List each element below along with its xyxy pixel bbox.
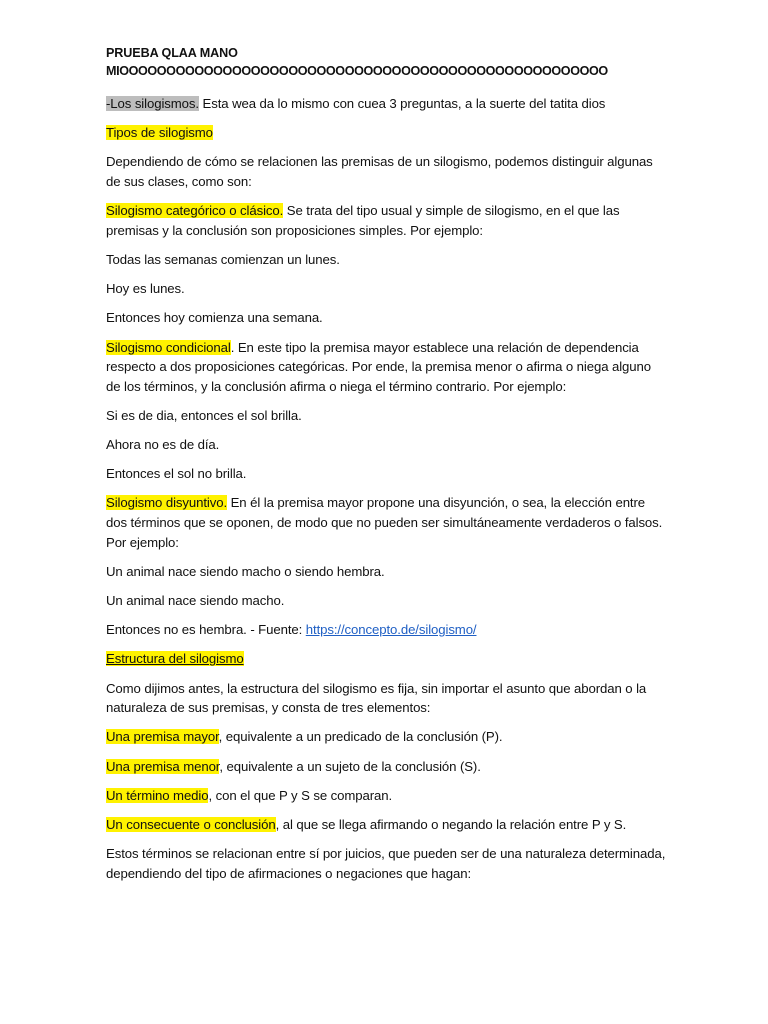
tipos-heading-paragraph <box>106 123 666 143</box>
cierre-paragraph: Estos términos se relacionan entre sí por juicios, que pueden ser de una naturaleza determinada, dependiendo del tipo de afirmaciones o negaciones que hagan: <box>106 846 666 881</box>
disyuntivo-example-3-text: Entonces no es hembra. - Fuente: <box>106 622 306 638</box>
tipos-heading: Tipos de silogismo <box>106 125 213 141</box>
estructura-intro: Como dijimos antes, la estructura del silogismo es fija, sin importar el asunto que abordan o la naturaleza de sus premisas, y consta de tres elementos: <box>106 680 647 716</box>
elemento-item <box>106 815 666 835</box>
condicional-paragraph <box>106 338 666 397</box>
disyuntivo-label: Silogismo disyuntivo. <box>106 495 228 511</box>
categorico-text: Se trata del tipo usual y simple de silogismo, en el que las premisas y la conclusión son proposiciones simples. Por ejemplo: <box>106 203 620 238</box>
document-header <box>106 44 666 80</box>
estructura-heading-paragraph <box>106 649 666 669</box>
disyuntivo-text: En él la premisa mayor propone una disyunción, o sea, la elección entre dos términos que se oponen, de modo que no pueden ser simultáneamente verdaderos o falsos. Por ejemplo: <box>106 495 663 550</box>
elemento-item <box>106 727 666 747</box>
intro-label: -Los silogismos. <box>106 96 199 111</box>
elemento-label: Un término medio <box>106 787 209 803</box>
categorico-example-3: Entonces hoy comienza una semana. <box>106 310 323 326</box>
estructura-heading: Estructura del silogismo <box>106 651 244 667</box>
source-link[interactable]: https://concepto.de/silogismo/ <box>305 622 477 638</box>
disyuntivo-example-2: Un animal nace siendo macho. <box>106 593 285 608</box>
document-body <box>106 44 666 893</box>
header-line-2: MIOOOOOOOOOOOOOOOOOOOOOOOOOOOOOOOOOOOOOOOOOOOOOOOOOOOO <box>106 64 608 78</box>
categorico-paragraph <box>106 201 666 240</box>
intro-text: Esta wea da lo mismo con cuea 3 preguntas, a la suerte del tatita dios <box>198 96 606 111</box>
categorico-example-1: Todas las semanas comienzan un lunes. <box>106 251 340 267</box>
condicional-text: . En este tipo la premisa mayor establece una relación de dependencia respecto a dos proposiciones categóricas. Por ende, la premisa menor o afirma o niega alguno de los términos, y la conclusión afirma o niega el término contrario. Por ejemplo: <box>106 339 651 394</box>
condicional-label: Silogismo condicional <box>106 339 231 355</box>
disyuntivo-example-3 <box>106 620 666 640</box>
elemento-text: , al que se llega afirmando o negando la relación entre P y S. <box>275 816 627 832</box>
elemento-label: Un consecuente o conclusión <box>106 816 276 832</box>
intro-paragraph <box>106 94 666 114</box>
elemento-text: , equivalente a un predicado de la conclusión (P). <box>218 729 503 745</box>
disyuntivo-paragraph <box>106 493 666 552</box>
tipos-intro: Dependiendo de cómo se relacionen las premisas de un silogismo, podemos distinguir algunas de sus clases, como son: <box>106 154 653 189</box>
categorico-example-2: Hoy es lunes. <box>106 281 185 297</box>
elemento-item <box>106 786 666 806</box>
header-line-1: PRUEBA QLAA MANO <box>106 46 238 60</box>
elemento-item <box>106 757 666 777</box>
categorico-label: Silogismo categórico o clásico. <box>106 203 284 219</box>
condicional-example-3: Entonces el sol no brilla. <box>106 466 247 482</box>
disyuntivo-example-1: Un animal nace siendo macho o siendo hembra. <box>106 563 385 579</box>
elemento-text: , con el que P y S se comparan. <box>208 787 393 803</box>
condicional-example-1: Si es de dia, entonces el sol brilla. <box>106 407 302 423</box>
elemento-text: , equivalente a un sujeto de la conclusión (S). <box>219 758 481 774</box>
condicional-example-2: Ahora no es de día. <box>106 437 220 453</box>
elemento-label: Una premisa mayor <box>106 729 219 745</box>
elemento-label: Una premisa menor <box>106 758 220 774</box>
